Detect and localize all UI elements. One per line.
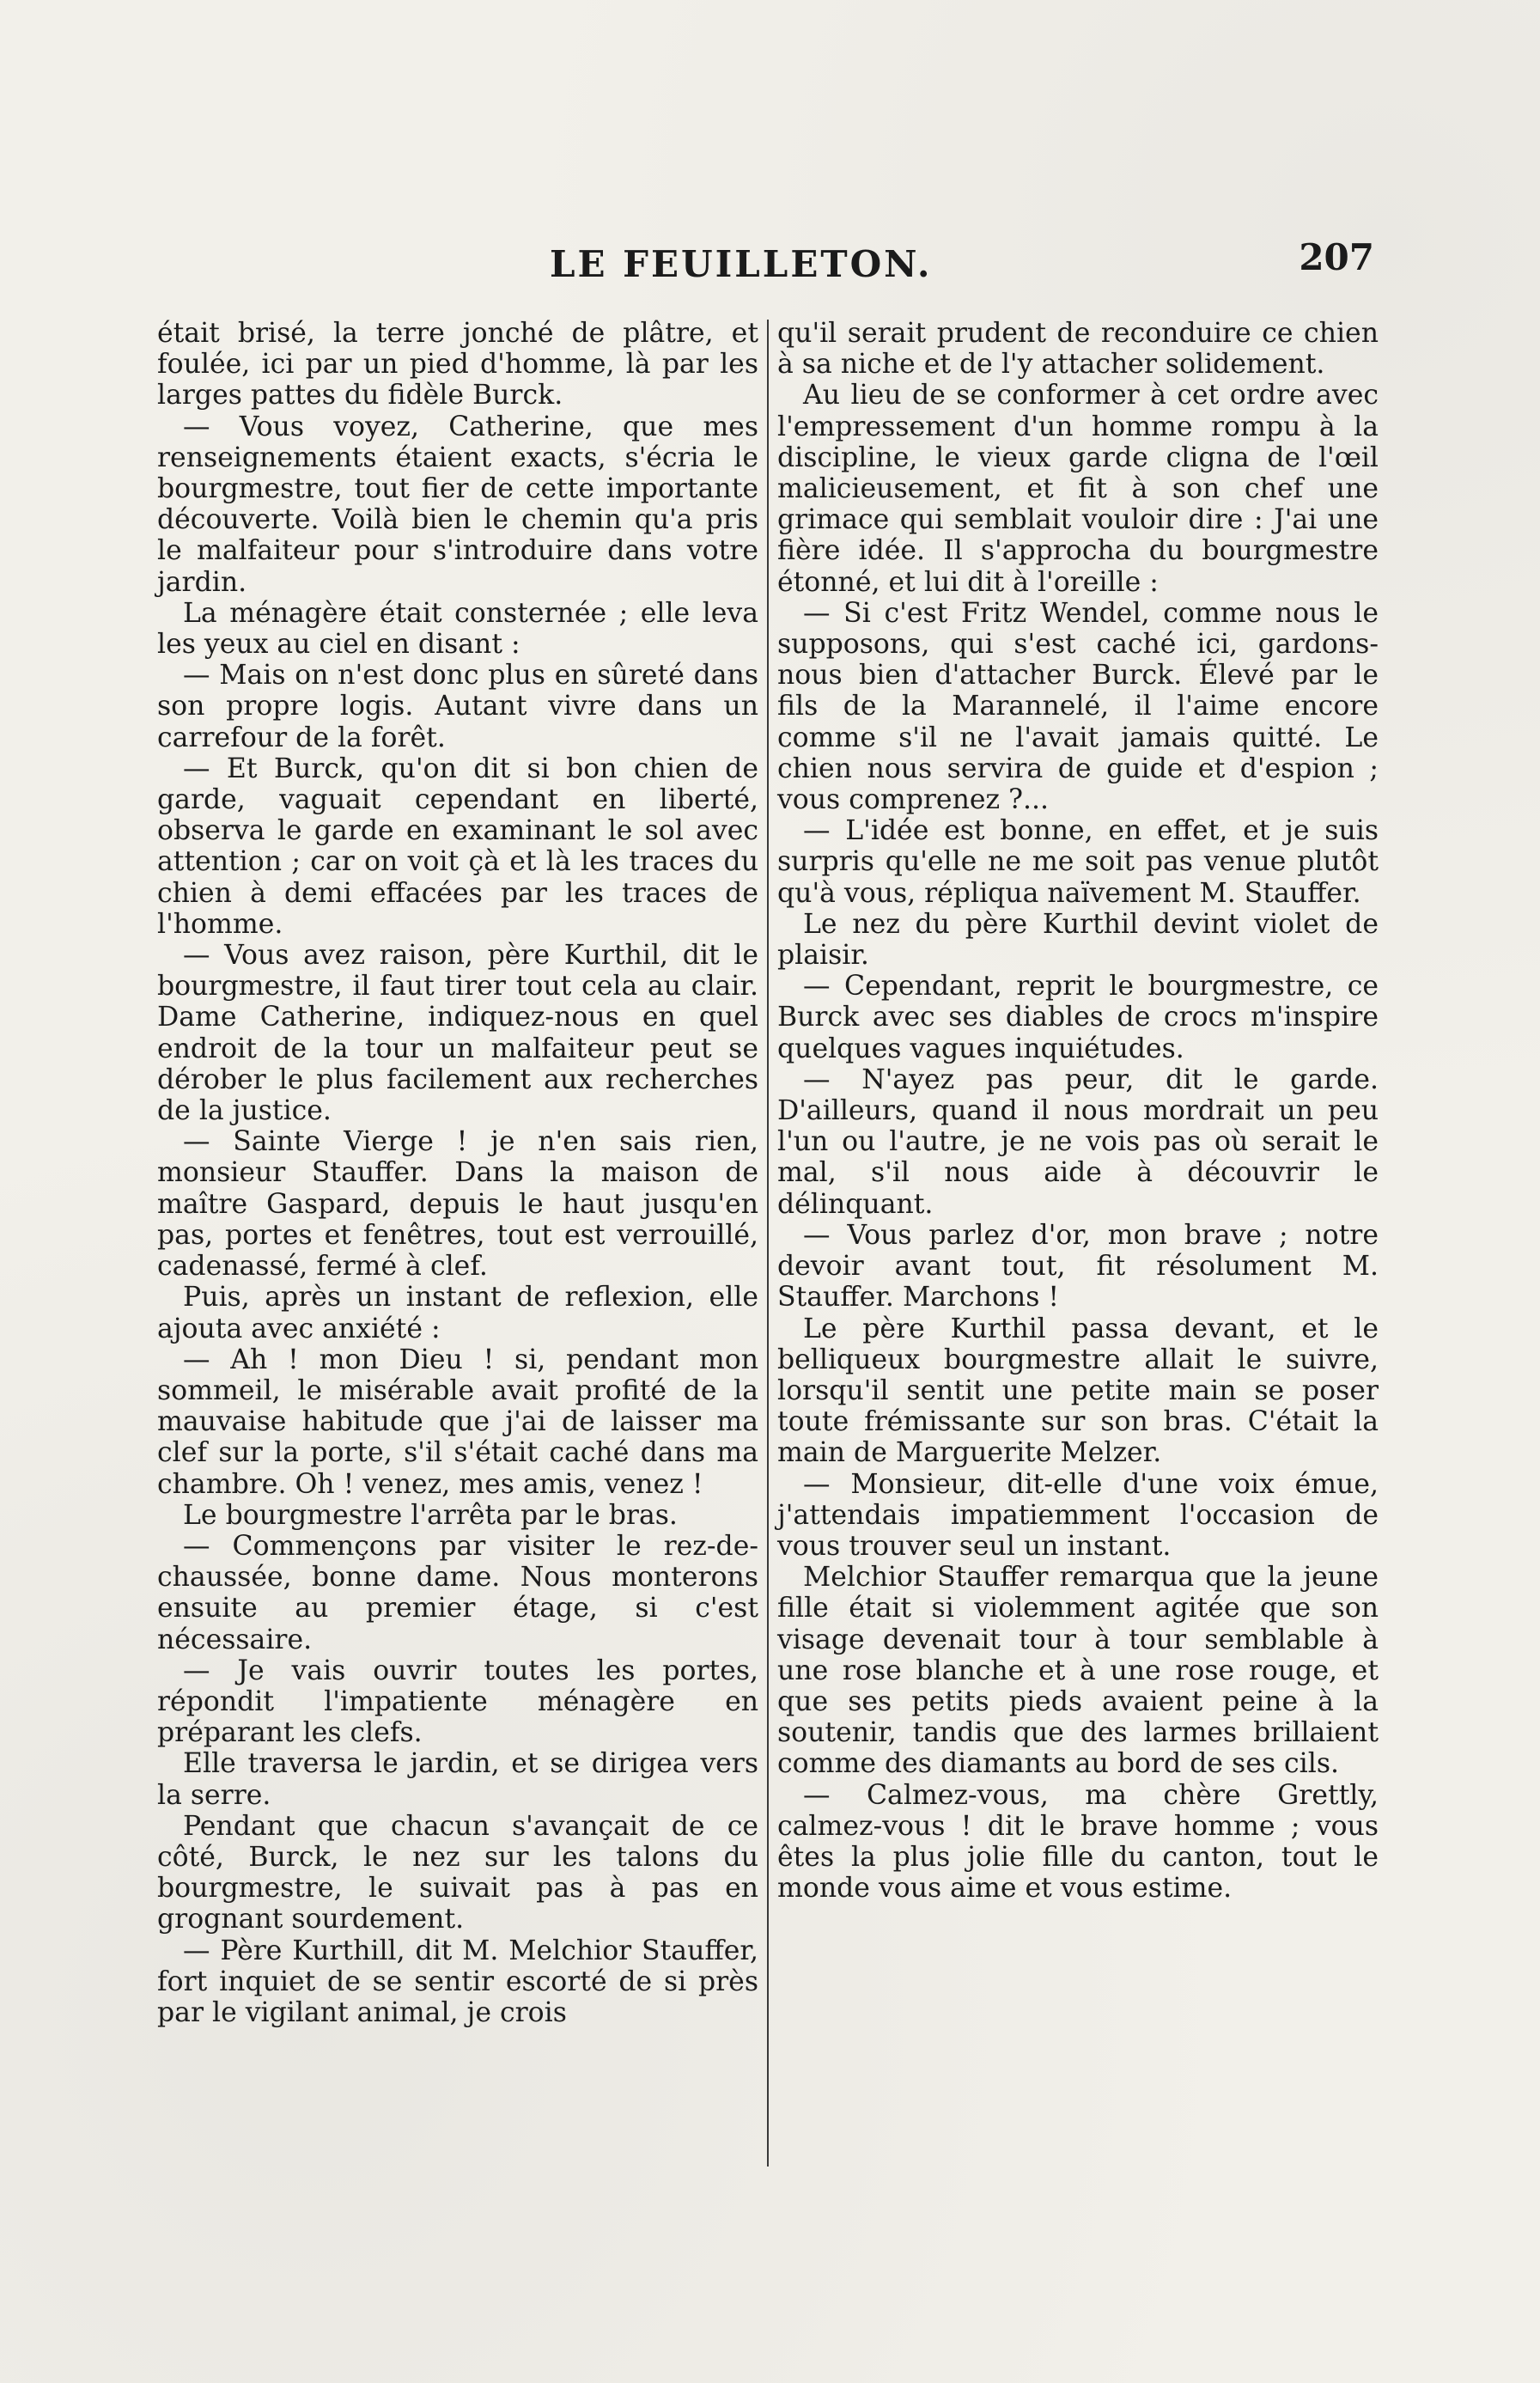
paragraph: — Calmez-vous, ma chère Grettly, calmez-vous ! dit le brave homme ; vous êtes la plus jolie fille du canton, tout le monde vous aime et vous estime. [777,1779,1379,1905]
paragraph: — Sainte Vierge ! je n'en sais rien, monsieur Stauffer. Dans la maison de maître Gaspard, depuis le haut jusqu'en pas, portes et fenêtres, tout est verrouillé, cadenassé, fermé à clef. [157,1126,758,1283]
paragraph: — Monsieur, dit-elle d'une voix émue, j'attendais impatiemment l'occasion de vous trouver seul un instant. [777,1468,1379,1562]
paragraph: — Vous parlez d'or, mon brave ; notre devoir avant tout, fit résolument M. Stauffer. Marchons ! [777,1219,1379,1313]
paragraph: qu'il serait prudent de reconduire ce chien à sa niche et de l'y attacher solidement. [777,318,1379,381]
paragraph: — Vous voyez, Catherine, que mes renseignements étaient exacts, s'écria le bourgmestre, tout fier de cette importante découverte. Voilà bien le chemin qu'a pris le malfaiteur pour s'introduire dans votre jardin. [157,411,758,598]
paragraph: La ménagère était consternée ; elle leva les yeux au ciel en disant : [157,597,758,661]
paragraph: — Je vais ouvrir toutes les portes, répondit l'impatiente ménagère en préparant les clefs. [157,1655,758,1749]
paragraph: — N'ayez pas peur, dit le garde. D'ailleurs, quand il nous mordrait un peu l'un ou l'autre, je ne vois pas où serait le mal, s'il nous aide à découvrir le délinquant. [777,1064,1379,1220]
paragraph: Puis, après un instant de reflexion, elle ajouta avec anxiété : [157,1282,758,1344]
paragraph: — Cependant, reprit le bourgmestre, ce Burck avec ses diables de crocs m'inspire quelques vagues inquiétudes. [777,971,1379,1064]
page-title: LE FEUILLETON. [550,243,933,285]
paragraph: — Mais on n'est donc plus en sûreté dans son propre logis. Autant vivre dans un carrefour de la forêt. [157,660,758,753]
paragraph: — Commençons par visiter le rez-de-chaussée, bonne dame. Nous monterons ensuite au premier étage, si c'est nécessaire. [157,1530,758,1655]
paragraph: — Père Kurthill, dit M. Melchior Stauffer, fort inquiet de se sentir escorté de si près par le vigilant animal, je crois [157,1935,758,2028]
paragraph: Le nez du père Kurthil devint violet de plaisir. [777,908,1379,972]
paragraph: Elle traversa le jardin, et se dirigea vers la serre. [157,1748,758,1811]
paragraph: Le père Kurthil passa devant, et le belliqueux bourgmestre allait le suivre, lorsqu'il sentit une petite main se poser toute frémissante sur son bras. C'était la main de Marguerite Melzer. [777,1313,1379,1469]
right-column [777,318,1379,1904]
paragraph: — Si c'est Fritz Wendel, comme nous le supposons, qui s'est caché ici, gardons-nous bien d'attacher Burck. Élevé par le fils de la Marannelé, il l'aime encore comme s'il ne l'avait jamais quitté. Le chien nous servira de guide et d'espion ; vous comprenez ?... [777,597,1379,816]
left-column [157,318,758,2028]
page-number: 207 [1299,236,1374,278]
column-rule [767,320,769,2167]
paragraph: — L'idée est bonne, en effet, et je suis surpris qu'elle ne me soit pas venue plutôt qu'à vous, répliqua naïvement M. Stauffer. [777,815,1379,909]
running-head [155,236,1374,295]
paragraph: Pendant que chacun s'avançait de ce côté, Burck, le nez sur les talons du bourgmestre, le suivait pas à pas en grognant sourdement. [157,1810,758,1935]
paragraph: Le bourgmestre l'arrêta par le bras. [183,1499,678,1531]
paragraph: — Ah ! mon Dieu ! si, pendant mon sommeil, le misérable avait profité de la mauvaise habitude que j'ai de laisser ma clef sur la porte, s'il s'était caché dans ma chambre. Oh ! venez, mes amis, venez ! [157,1344,758,1500]
paragraph: Melchior Stauffer remarqua que la jeune fille était si violemment agitée que son visage devenait tour à tour semblable à une rose blanche et à une rose rouge, et que ses petits pieds avaient peine à la soutenir, tandis que des larmes brillaient comme des diamants au bord de ses cils. [777,1562,1379,1780]
paragraph: était brisé, la terre jonché de plâtre, et foulée, ici par un pied d'homme, là par les larges pattes du fidèle Burck. [157,318,758,411]
paragraph: — Vous avez raison, père Kurthil, dit le bourgmestre, il faut tirer tout cela au clair. Dame Catherine, indiquez-nous en quel endroit de la tour un malfaiteur peut se dérober le plus facilement aux recherches de la justice. [157,940,758,1127]
paragraph: — Et Burck, qu'on dit si bon chien de garde, vaguait cependant en liberté, observa le garde en examinant le sol avec attention ; car on voit çà et là les traces du chien à demi effacées par les traces de l'homme. [157,753,758,940]
paragraph: Au lieu de se conformer à cet ordre avec l'empressement d'un homme rompu à la discipline, le vieux garde cligna de l'œil malicieusement, et fit à son chef une grimace qui semblait vouloir dire : J'ai une fière idée. Il s'approcha du bourgmestre étonné, et lui dit à l'oreille : [777,380,1379,598]
